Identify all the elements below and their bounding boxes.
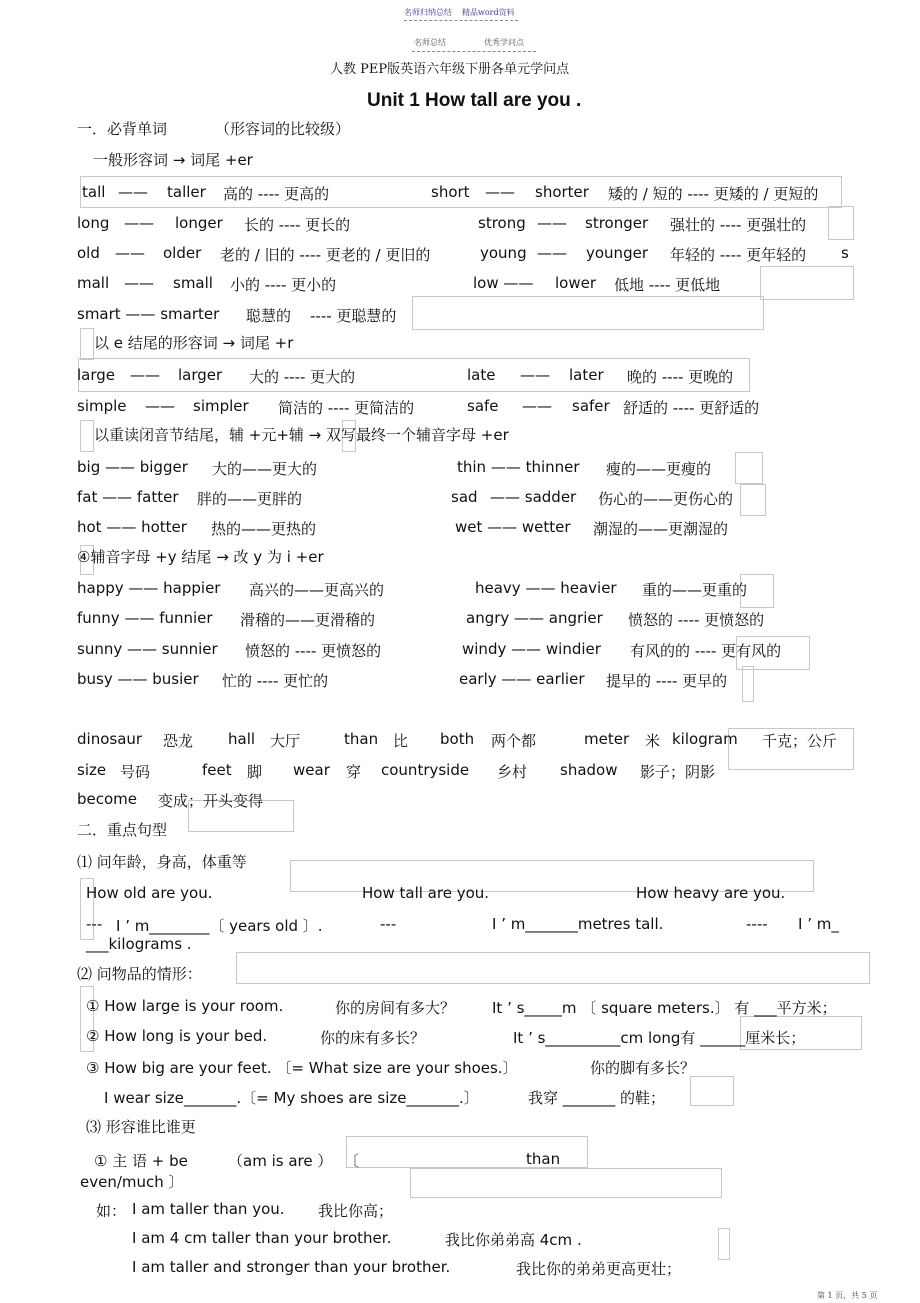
answer-height: I ’ m_______metres tall. [492,915,664,933]
vocab-cell: wet —— wetter [455,518,571,536]
vocab-cell: taller [167,183,206,201]
q3-than: than [526,1150,561,1168]
vocab-cell: 脚 [247,763,263,781]
vocab-cell: than [344,730,379,748]
q3-be-forms: （am is are ） [228,1152,333,1170]
unit-title: Unit 1 How tall are you . [367,90,582,111]
vocab-cell: 高的 ---- 更高的 [223,185,330,203]
vocab-cell: 聪慧的 [246,307,292,325]
vocab-row [0,183,920,205]
vocab-cell: kilogram [672,730,738,748]
frame [236,952,870,984]
vocab-row [0,790,920,812]
vocab-row [0,274,920,296]
vocab-cell: both [440,730,475,748]
vocab-cell: 高兴的——更高兴的 [249,581,385,599]
vocab-cell: 恐龙 [163,732,194,750]
vocab-cell: 潮湿的——更潮湿的 [593,520,729,538]
page-number: 第 1 页，共 5 页 [817,1291,878,1300]
header-second-right: 优秀学问点 [484,38,524,47]
vocab-cell: 两个都 [491,732,537,750]
vocab-row [0,488,920,510]
vocab-cell: —— [118,183,148,201]
vocab-cell: longer [175,214,223,232]
example-row [0,1229,920,1251]
q2-wear-cn: 我穿 _______ 的鞋； [528,1089,666,1107]
vocab-cell: 热的——更热的 [211,520,317,538]
vocab-cell: mall [77,274,110,292]
vocab-cell: younger [586,244,648,262]
q2-question-cn: 你的房间有多大？ [335,999,456,1017]
frame [80,328,94,360]
q2-wear [0,1087,920,1109]
header-second-left: 名师总结 [414,38,446,47]
answer-dash: --- [380,915,397,933]
example-en: I am 4 cm taller than your brother. [132,1229,392,1247]
vocab-row [0,305,920,327]
vocab-row [0,244,920,266]
example-row [0,1258,920,1280]
vocab-cell: funny —— funnier [77,609,213,627]
vocab-cell: safer [572,397,610,415]
question-height: How tall are you. [362,884,490,902]
q3-formula [0,1150,920,1172]
vocab-cell: 乡村 [497,763,528,781]
example-cn: 我比你高； [318,1202,394,1220]
q1-answers [0,915,920,937]
vocab-cell: ---- 更聪慧的 [310,307,397,325]
vocab-cell: sad [451,488,478,506]
answer-age: I ’ m________〔 years old 〕. [116,917,323,935]
q2-answer: It ’ s__________cm long有 ______厘米长； [513,1029,806,1047]
vocab-cell: late [467,366,496,384]
vocab-row [0,670,920,692]
vocab-cell: 简洁的 ---- 更简洁的 [278,399,415,417]
vocab-cell: fat —— fatter [77,488,179,506]
vocab-cell: —— [522,397,552,415]
vocab-cell: hot —— hotter [77,518,187,536]
vocab-cell: low —— [473,274,534,292]
vocab-cell: 重的——更重的 [642,581,748,599]
q3-label: ⑶ 形容谁比谁更 [86,1118,196,1136]
vocab-cell: busy —— busier [77,670,199,688]
vocab-cell: 有风的的 ---- 更有风的 [630,642,782,660]
vocab-cell: s [841,244,849,262]
rule-double-consonant: 以重读闭音节结尾，辅 +元+辅 → 双写最终一个辅音字母 +er [94,426,509,444]
vocab-row [0,366,920,388]
vocab-cell: lower [555,274,597,292]
vocab-cell: short [431,183,470,201]
vocab-cell: windy —— windier [462,640,601,658]
question-age: How old are you. [86,884,213,902]
vocab-cell: —— [124,214,154,232]
vocab-cell: 提早的 ---- 更早的 [606,672,728,690]
vocab-cell: later [569,366,604,384]
q2-question-cn: 你的床有多长？ [320,1029,426,1047]
vocab-row [0,609,920,631]
answer-dash: --- [86,915,103,933]
vocab-cell: 强壮的 ---- 更强壮的 [670,216,807,234]
vocab-cell: 长的 ---- 更长的 [244,216,351,234]
vocab-cell: long [77,214,110,232]
example-row [0,1200,920,1222]
vocab-cell: —— [537,214,567,232]
example-prefix: 如： [96,1202,127,1220]
vocab-row [0,214,920,236]
vocab-cell: —— [520,366,550,384]
vocab-cell: 大的——更大的 [212,460,318,478]
vocab-row [0,730,920,752]
rule-y-to-i: ④辅音字母 +y 结尾 → 改 y 为 i +er [77,548,324,566]
vocab-cell: safe [467,397,499,415]
vocab-cell: small [173,274,213,292]
answer-dash: ---- [746,915,768,933]
vocab-cell: 比 [393,732,409,750]
vocab-cell: 影子；阴影 [640,763,716,781]
question-weight: How heavy are you. [636,884,786,902]
q1-questions [0,884,920,906]
vocab-row [0,761,920,783]
vocab-cell: sunny —— sunnier [77,640,218,658]
vocab-cell: shadow [560,761,618,779]
header-top-right: 精品word资料 [462,8,515,17]
answer-weight-cont: ___kilograms . [86,935,192,953]
vocab-cell: 穿 [346,763,362,781]
example-en: I am taller than you. [132,1200,285,1218]
vocab-cell: —— [124,274,154,292]
vocab-cell: simple [77,397,127,415]
vocab-cell: hall [228,730,256,748]
vocab-cell: —— [130,366,160,384]
vocab-cell: 舒适的 ---- 更舒适的 [623,399,760,417]
q3-bracket: 〔 [344,1152,360,1170]
vocab-cell: smart —— smarter [77,305,220,323]
vocab-cell: 千克；公斤 [762,732,838,750]
q2-item [0,1057,920,1079]
vocab-cell: countryside [381,761,470,779]
section2-heading: 二．重点句型 [77,821,168,839]
vocab-cell: size [77,761,107,779]
q2-question-cn: 你的脚有多长？ [590,1059,696,1077]
vocab-cell: feet [202,761,232,779]
vocab-cell: angry —— angrier [466,609,603,627]
section1-heading: 一．必背单词 [77,120,168,138]
vocab-cell: dinosaur [77,730,143,748]
vocab-cell: —— [537,244,567,262]
header-top-left: 名师归纳总结 [404,8,452,17]
vocab-cell: 号码 [120,763,151,781]
rule-er: 一般形容词 → 词尾 +er [93,151,253,169]
vocab-cell: large [77,366,116,384]
vocab-row [0,458,920,480]
frame [410,1168,722,1198]
header-dash-2 [412,51,536,52]
q2-question: ③ How big are your feet. 〔= What size are your shoes.〕 [86,1059,518,1077]
q3-subject: ① 主 语 + be [94,1152,188,1170]
vocab-cell: 瘦的——更瘦的 [606,460,712,478]
vocab-cell: older [163,244,202,262]
q2-label: ⑵ 问物品的情形： [77,965,202,983]
vocab-cell: —— [485,183,515,201]
vocab-cell: 愤怒的 ---- 更愤怒的 [245,642,382,660]
vocab-cell: 小的 ---- 更小的 [230,276,337,294]
vocab-cell: 变成；开头变得 [158,792,264,810]
q2-question: ① How large is your room. [86,997,284,1015]
vocab-cell: —— [115,244,145,262]
section1-heading-note: （形容词的比较级） [215,120,351,138]
example-cn: 我比你弟弟高 4cm . [445,1231,582,1249]
vocab-cell: old [77,244,100,262]
q2-item [0,997,920,1019]
vocab-row [0,518,920,540]
header-dash-1 [404,20,518,21]
vocab-cell: 低地 ---- 更低地 [614,276,721,294]
vocab-cell: strong [478,214,526,232]
q3-formula-cont: even/much 〕 [80,1173,184,1191]
vocab-cell: thin —— thinner [457,458,580,476]
vocab-cell: simpler [193,397,249,415]
vocab-cell: 大厅 [270,732,301,750]
vocab-row [0,640,920,662]
vocab-cell: heavy —— heavier [475,579,617,597]
vocab-cell: 忙的 ---- 更忙的 [222,672,329,690]
vocab-cell: big —— bigger [77,458,188,476]
vocab-row [0,397,920,419]
vocab-cell: young [480,244,527,262]
vocab-cell: 大的 ---- 更大的 [249,368,356,386]
example-en: I am taller and stronger than your brother. [132,1258,451,1276]
vocab-cell: meter [584,730,630,748]
vocab-cell: stronger [585,214,649,232]
vocab-cell: become [77,790,138,808]
vocab-cell: larger [178,366,223,384]
vocab-cell: —— sadder [490,488,577,506]
vocab-cell: 年轻的 ---- 更年轻的 [670,246,807,264]
q2-question: ② How long is your bed. [86,1027,268,1045]
q2-wear-sentence: I wear size_______.〔= My shoes are size_______.〕 [104,1089,479,1107]
vocab-row [0,579,920,601]
answer-weight: I ’ m_ [798,915,839,933]
vocab-cell: 胖的——更胖的 [197,490,303,508]
q2-item [0,1027,920,1049]
vocab-cell: wear [293,761,330,779]
vocab-cell: shorter [535,183,589,201]
doc-subtitle: 人教 PEP版英语六年级下册各单元学问点 [330,62,570,77]
vocab-cell: 晚的 ---- 更晚的 [627,368,734,386]
vocab-cell: 矮的 / 短的 ---- 更矮的 / 更短的 [608,185,819,203]
vocab-cell: —— [145,397,175,415]
vocab-cell: 伤心的——更伤心的 [598,490,734,508]
frame [80,420,94,452]
rule-r: 以 e 结尾的形容词 → 词尾 +r [94,334,294,352]
vocab-cell: 米 [645,732,661,750]
vocab-cell: 滑稽的——更滑稽的 [240,611,376,629]
q2-answer: It ’ s_____m 〔 square meters.〕 有 ___平方米； [492,999,837,1017]
vocab-cell: early —— earlier [459,670,585,688]
example-cn: 我比你的弟弟更高更壮； [516,1260,682,1278]
vocab-cell: 老的 / 旧的 ---- 更老的 / 更旧的 [220,246,431,264]
vocab-cell: happy —— happier [77,579,221,597]
vocab-cell: tall [82,183,106,201]
q1-label: ⑴ 问年龄，身高，体重等 [77,853,247,871]
vocab-cell: 愤怒的 ---- 更愤怒的 [628,611,765,629]
